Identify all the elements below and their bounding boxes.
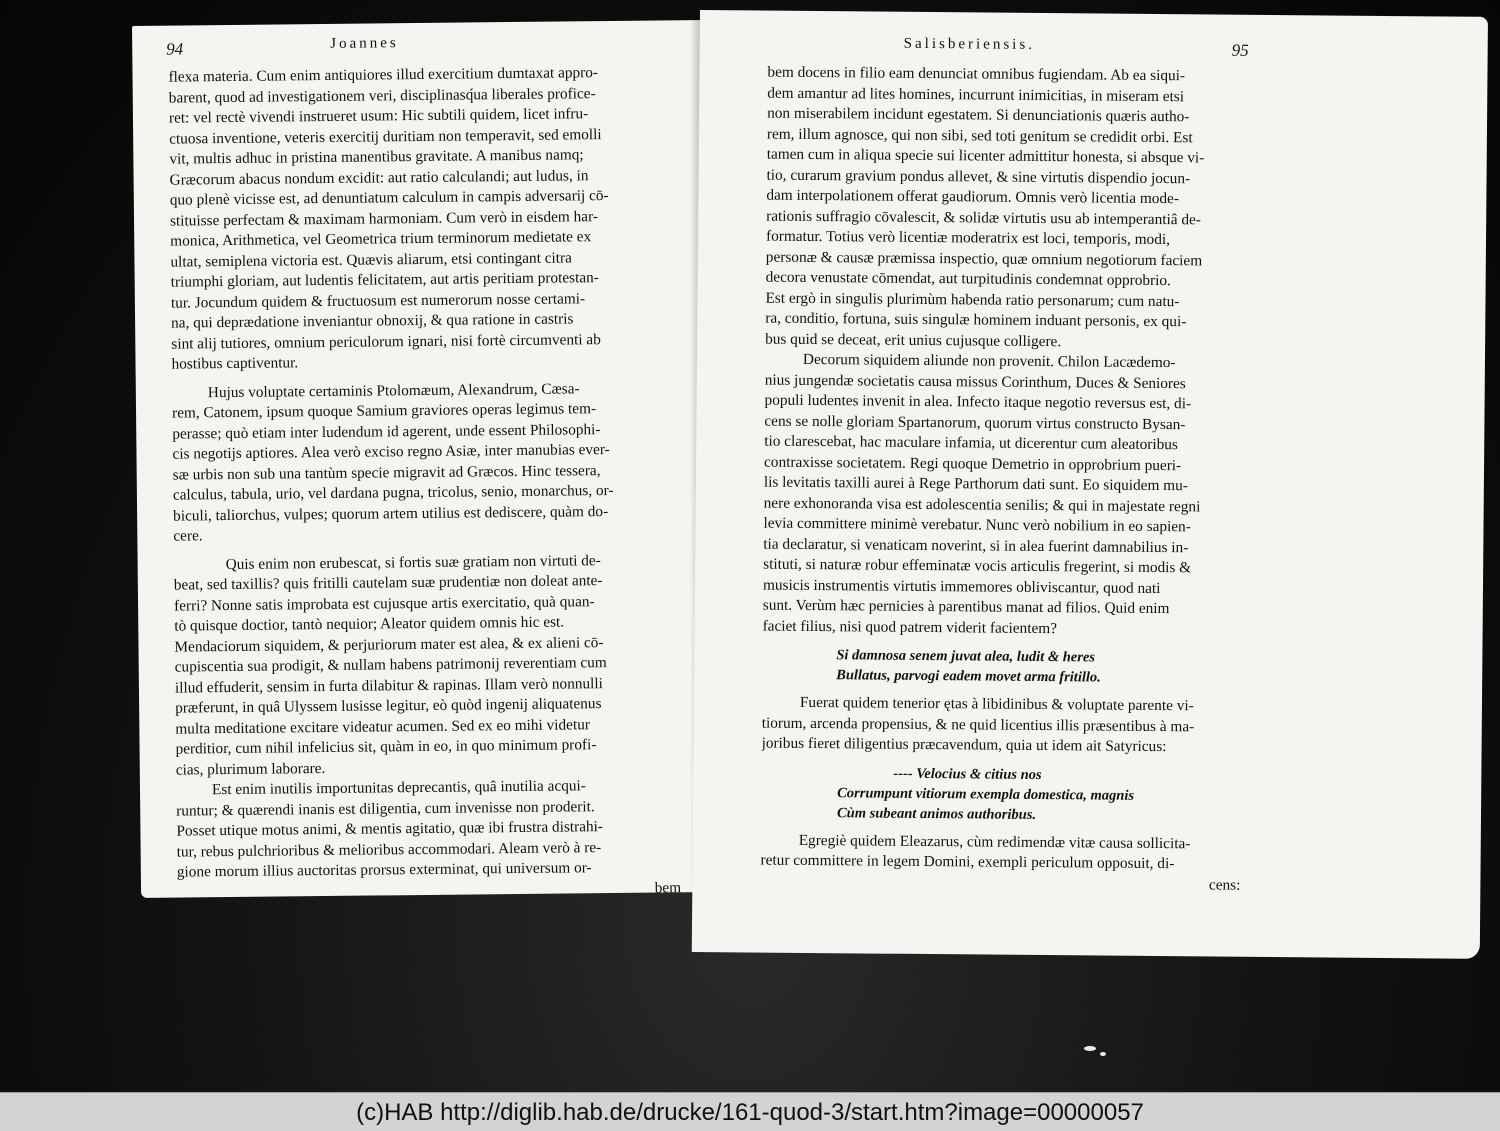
text-line: cis negotijs aptiores. Alea verò exciso regno Asiæ, inter manubias ever- [172,441,610,463]
text-line: musicis instrumentis virtutis immemores obliviscantur, quod nati [762,576,1161,597]
text-line: ctuosa inventione, veteris exercitij duritiam non temperavit, sed emolli [169,125,602,148]
paragraph [172,378,684,547]
text-line: dem amantur ad lites homines, incurrunt inimicitias, in miseram etsi [767,84,1185,105]
text-line: lis levitatis taxilli aurei à Rege Parthorum dati sunt. Eo siquidem mu- [763,473,1188,495]
text-line: biculi, taliorchus, vulpes; quorum artem utilius est dediscere, quàm do- [173,502,609,525]
text-line: cens se nolle gloriam Spartanorum, quorum virtus constructo Bysan- [764,412,1186,433]
dust-speck [1100,1052,1106,1056]
paragraph [762,693,1249,759]
text-line: runtur; & quærendi inanis est diligentia, cum invenisse non proderit. [176,797,595,820]
text-line: Decorum siquidem aliunde non provenit. Chilon Lacædemo- [802,350,1176,372]
text-line: contraxisse societatem. Regi quoque Demetrio in opprobrium pueri- [763,453,1182,474]
text-line: tiorum, arcenda propensius, & ne quid licentius illis præsentibus à ma- [761,714,1195,735]
text-line: populi ludentes invenit in alea. Infecto itaque negotio reversus est, di- [764,391,1192,413]
text-line: perditior, cum nihil infelicius sit, quàm in eo, in quo minimum profi- [175,736,597,758]
text-line: tur. Jocundum quidem & fructuosum est numerorum nosse certami- [170,289,586,312]
text-line: nere exhonoranda visa est adolescentia senilis; & qui in majestate regni [763,494,1201,515]
text-line: stituti, si naturæ robur effeminatæ vocis articulis fregerint, si modis & [763,555,1192,577]
text-line: retur committere in legem Domini, exempli periculum opposuit, di- [760,851,1175,873]
verse-quotation [836,645,1248,689]
paragraph [174,550,686,781]
text-line: Hujus voluptate certaminis Ptolomæum, Alexandrum, Cæsa- [207,379,580,401]
footer-credit-text: (c)HAB http://diglib.hab.de/drucke/161-quod-3/start.htm?image=00000057 [356,1098,1144,1126]
text-line: Posset utique motus animi, & mentis agitatio, quæ ibi frustra distrahi- [176,818,604,840]
verse-line: Si damnosa senem juvat alea, ludit & heres [836,647,1096,666]
text-line: quo plenè vicisse est, ad denuntiatum calculum in campis adversarij cō- [169,187,609,209]
text-line: sint alij tutiores, omnium periculorum ignari, nisi fortè circumventi ab [171,330,601,353]
text-line: dam interpolationem offerat gaudiorum. Omnis verò licentia mode- [766,186,1180,208]
text-line: ultat, semiplena victoria est. Quævis aliarum, etsi contingant citra [170,248,572,271]
text-line: Quis enim non erubescat, si fortis suæ gratiam non virtuti de- [225,551,601,573]
text-line: cere. [173,527,203,545]
text-line: ra, conditio, fortuna, suis singulæ hominem induant personis, ex qui- [765,309,1187,331]
text-line: præferunt, in quâ Ulyssem lusisse legitur, eò quòd ingenij aliquatenus [175,695,602,717]
text-line: gione morum illius auctoritas prorsus exterminat, qui universum or- [176,859,592,881]
verse-quotation [837,763,1248,827]
text-line: monica, Arithmetica, vel Geometrica trium terminorum medietate ex [170,228,592,250]
text-line: non miserabilem incidunt egestatem. Si denunciationis quæris autho- [767,104,1190,126]
text-line: bem docens in filio eam denunciat omnibus fugiendam. Ab ea siqui- [767,63,1186,85]
verse-line: Bullatus, parvogi eadem movet arma fritillo. [836,667,1101,686]
text-line: personæ & causæ præmissa inspectio, quæ omnium negotiorum faciem [765,248,1203,269]
text-line: sunt. Verùm hæc pernicies à parentibus manat ad filios. Quid enim [762,596,1170,618]
text-line: rem, Catonem, ipsum quoque Samium graviores operas legimus tem- [171,400,597,422]
text-line: na, qui deprædatione inveniantur obnoxij, & qua ratione in castris [171,310,574,332]
text-line: Est ergò in singulis plurimùm habenda ratio personarum; cum natu- [765,289,1180,310]
text-line: vit, multis adhuc in pristina manentibus gravitate. A manibus namq; [169,146,584,168]
text-line: Græcorum abacus nondum excidit: aut ratio calculandi; aut ludus, in [169,166,589,189]
text-line: cias, plurimum laborare. [175,759,326,779]
text-line: rationis suffragio cōvalescit, & solidæ virtutis usu ab intemperantiâ de- [766,207,1202,228]
paragraph [168,62,681,375]
text-line: triumphi gloriam, aut ludentis felicitatem, aut artis peritiam protestan- [170,269,599,291]
text-line: faciet filius, nisi quod patrem viderit facientem? [762,617,1058,637]
paragraph [765,63,1253,354]
dust-speck [1084,1046,1096,1051]
paragraph [763,350,1251,641]
text-line: calculus, tabula, urio, vel dardana pugna, tricolus, senio, monarchus, or- [172,481,614,504]
verse-line: Cùm subeant animos authoribus. [836,804,1037,823]
running-head: Salisberiensis. [903,35,1036,53]
text-line: ret: vel rectè vivendi instrueret usum: Hic subtili quidem, licet infru- [168,105,589,127]
text-line: decora venustate cōmendat, aut turpitudinis condemnat opprobrio. [765,268,1171,290]
text-line: tur, rebus pulchrioribus & melioribus accommodari. Aleam verò à re- [176,838,602,861]
catchword: bem [654,878,682,897]
paragraph [760,830,1246,875]
text-line: tia declaratur, si venaticam noverint, si in alea fuerint damnabilius in- [763,535,1189,556]
catchword: cens: [1208,875,1241,894]
text-line: cupiscentia sua prodigit, & nullam habens patrimonij reverentiam cum [174,654,607,676]
text-line: stituisse perfectam & maximam harmoniam. Cum verò in eisdem har- [169,207,599,230]
copyright-footer [0,1092,1500,1131]
verse-line: ---- Velocius & citius nos [893,765,1042,783]
text-line: Est enim inutilis importunitas deprecantis, quâ inutilia acqui- [211,777,586,799]
text-line: beat, sed taxillis? quis fritilli cautelam suæ prudentiæ non doleat ante- [173,572,603,594]
text-line: illud effuderit, sensim in furta dilabitur & rapinas. Illam verò nonnulli [174,674,603,697]
text-line: multa meditatione excitare videatur acumen. Sed ex eo mihi videtur [175,715,591,738]
page-number: 94 [166,39,184,59]
text-line: tamen cum in aliqua specie sui licenter admittitur honesta, si absque vi- [766,145,1205,167]
verse-line: Corrumpunt vitiorum exempla domestica, magnis [837,784,1135,804]
text-line: tio, curarum gravium pondus allevet, & sine virtutis dispendio jocun- [766,166,1191,187]
text-line: joribus fieret diligentius præcavendum, quia ut idem ait Satyricus: [761,734,1167,756]
text-line: tio clarescebat, hac maculare infamia, ut dicerentur cum aleatoribus [764,432,1178,454]
text-line: Fuerat quidem tenerior ętas à libidinibus & voluptate parente vi- [799,693,1194,715]
text-line: ferri? Nonne satis improbata est cujusque artis exercitatio, quà quan- [173,592,595,615]
text-line: perasse; quò etiam inter ludendum id agerent, unde essent Philosophi- [172,420,601,443]
right-page [692,10,1488,959]
paragraph [176,775,687,883]
text-line: nius jungendæ societatis causa missus Corinthum, Duces & Seniores [764,371,1186,392]
running-head: Joannes [330,35,399,52]
text-line: barent, quod ad investigationem veri, disciplinasq́ua liberales profice- [168,84,596,107]
left-page [132,20,714,898]
text-line: sæ urbis non sub una tantùm specie migravit ad Græcos. Hinc tessera, [172,461,601,484]
text-line: Mendaciorum siquidem, & perjuriorum mater est alea, & ex alieni cō- [174,633,604,656]
text-line: Egregiè quidem Eleazarus, cùm redimendæ vitæ causa sollicita- [798,831,1191,852]
text-line: formatur. Totius verò licentiæ moderatrix est loci, temporis, modi, [765,227,1171,249]
text-line: rem, illum agnosce, qui non sibi, sed toti genitum se credidit orbi. Est [766,125,1193,146]
text-line: levia committere minimè verebatur. Nunc verò nobilium in eo sapien- [763,514,1191,536]
text-line: hostibus captiventur. [171,354,299,373]
text-line: bus quid se deceat, erit unius cujusque colligere. [765,330,1062,350]
right-text-block [760,63,1253,896]
text-line: flexa materia. Cum enim antiquiores illud exercitium dumtaxat appro- [168,64,599,86]
left-text-block [168,62,687,898]
text-line: tò quisque doctior, tantò nequior; Aleator quidem omnis hic est. [174,613,565,635]
page-number: 95 [1231,40,1249,60]
